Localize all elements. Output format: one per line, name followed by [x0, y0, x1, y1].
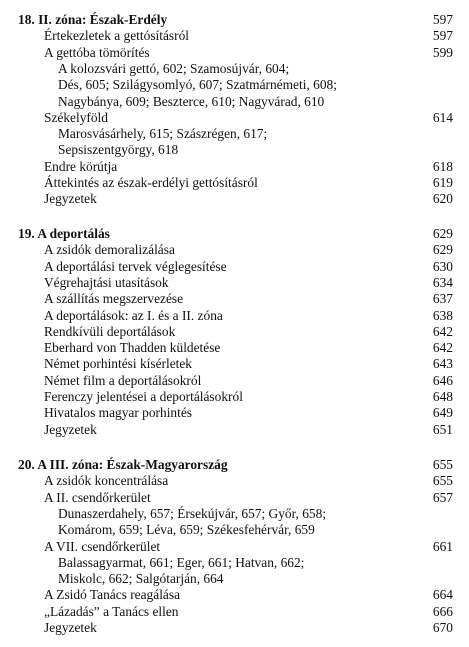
- entry-page-number: 661: [432, 538, 453, 554]
- entry-title: Dés, 605; Szilágysomlyó, 607; Szatmárnémeti, 608;: [58, 77, 337, 93]
- entry-page-number: 634: [432, 274, 453, 290]
- toc-entry: [0, 191, 469, 207]
- entry-title: Rendkívüli deportálások: [44, 323, 176, 339]
- entry-page-number: 637: [432, 291, 453, 307]
- entry-title: Végrehajtási utasítások: [44, 274, 169, 290]
- entry-title: „Lázadás” a Tanács ellen: [44, 603, 179, 619]
- entry-title: Hivatalos magyar porhintés: [44, 405, 193, 421]
- entry-title: A Zsidó Tanács reagálása: [44, 587, 181, 603]
- entry-page-number: 614: [432, 109, 453, 125]
- entry-page-number: 666: [432, 603, 453, 619]
- entry-page-number: 648: [432, 389, 453, 404]
- entry-page-number: 643: [432, 356, 453, 372]
- entry-title: Miskolc, 662; Salgótarján, 664: [58, 571, 224, 587]
- toc-entry: [0, 340, 469, 356]
- chapter-page-number: 597: [432, 12, 453, 27]
- entry-title: A deportálások: az I. és a II. zóna: [44, 307, 223, 323]
- chapter-page-number: 629: [432, 226, 453, 241]
- entry-title: A zsidók demoralizálása: [44, 242, 175, 258]
- toc-entry: [0, 405, 469, 421]
- entry-title: Nagybánya, 609; Beszterce, 610; Nagyvárad, 610: [58, 93, 325, 109]
- entry-title: Német film a deportálásokról: [44, 372, 202, 388]
- entry-title: Dunaszerdahely, 657; Érsekújvár, 657; Győr, 658;: [58, 505, 327, 521]
- entry-page-number: 630: [432, 258, 453, 274]
- toc-entry: [0, 242, 469, 258]
- toc-subentry: [0, 522, 469, 538]
- toc-subentry: [0, 142, 469, 158]
- toc-subentry: [0, 126, 469, 142]
- chapter-title: 20. A III. zóna: Észak-Magyarország: [18, 457, 228, 472]
- chapter-title: 19. A deportálás: [18, 226, 110, 241]
- entry-title: Ferenczy jelentései a deportálásokról: [44, 389, 243, 404]
- toc-entry: [0, 356, 469, 372]
- toc-entry: [0, 28, 469, 44]
- entry-page-number: 657: [432, 489, 453, 505]
- entry-title: Jegyzetek: [44, 421, 97, 437]
- entry-page-number: 629: [432, 242, 453, 258]
- entry-title: A VII. csendőrkerület: [44, 538, 161, 554]
- toc-entry: [0, 110, 469, 126]
- entry-title: Sepsiszentgyörgy, 618: [58, 142, 179, 158]
- entry-title: Német porhintési kísérletek: [44, 356, 192, 372]
- entry-title: Komárom, 659; Léva, 659; Székesfehérvár, 659: [58, 522, 315, 538]
- toc-subentry: [0, 77, 469, 93]
- entry-title: A II. csendőrkerület: [44, 489, 151, 505]
- toc-entry: [0, 159, 469, 175]
- entry-title: A kolozsvári gettó, 602; Szamosújvár, 604;: [58, 60, 290, 76]
- entry-title: Balassagyarmat, 661; Eger, 661; Hatvan, 662;: [58, 554, 305, 570]
- chapter-heading: [0, 457, 469, 473]
- entry-title: Eberhard von Thadden küldetése: [44, 340, 221, 356]
- entry-title: A gettóba tömörítés: [44, 44, 150, 60]
- entry-page-number: 638: [432, 307, 453, 323]
- entry-page-number: 670: [432, 620, 453, 635]
- toc-entry: [0, 45, 469, 61]
- entry-title: A deportálási tervek véglegesítése: [44, 258, 227, 274]
- entry-page-number: 618: [432, 158, 453, 174]
- toc-subentry: [0, 571, 469, 587]
- toc-entry: [0, 275, 469, 291]
- toc-entry: [0, 620, 469, 636]
- chapter-heading: [0, 226, 469, 242]
- toc-subentry: [0, 506, 469, 522]
- entry-title: Értekezletek a gettósításról: [44, 28, 190, 44]
- toc-entry: [0, 308, 469, 324]
- entry-title: Endre körútja: [44, 158, 118, 174]
- entry-title: Jegyzetek: [44, 620, 97, 635]
- chapter-heading: [0, 12, 469, 28]
- entry-title: Székelyföld: [44, 109, 108, 125]
- toc-entry: [0, 539, 469, 555]
- toc-entry: [0, 324, 469, 340]
- entry-page-number: 599: [432, 44, 453, 60]
- toc-subentry: [0, 555, 469, 571]
- entry-title: Áttekintés az észak-erdélyi gettósításról: [44, 175, 258, 190]
- entry-page-number: 620: [432, 191, 453, 207]
- entry-page-number: 655: [432, 473, 453, 489]
- entry-title: A zsidók koncentrálása: [44, 473, 169, 489]
- entry-page-number: 597: [432, 28, 453, 44]
- entry-page-number: 642: [432, 340, 453, 356]
- entry-page-number: 642: [432, 323, 453, 339]
- entry-page-number: 649: [432, 405, 453, 421]
- toc-entry: [0, 604, 469, 620]
- toc-entry: [0, 490, 469, 506]
- entry-title: A szállítás megszervezése: [44, 291, 184, 307]
- toc-entry: [0, 259, 469, 275]
- entry-page-number: 651: [432, 421, 453, 437]
- toc-subentry: [0, 94, 469, 110]
- toc-entry: [0, 587, 469, 603]
- chapter-page-number: 655: [432, 457, 453, 472]
- toc-entry: [0, 373, 469, 389]
- toc-subentry: [0, 61, 469, 77]
- toc-entry: [0, 389, 469, 405]
- toc-entry: [0, 422, 469, 438]
- entry-page-number: 619: [432, 175, 453, 190]
- toc-entry: [0, 291, 469, 307]
- entry-page-number: 646: [432, 372, 453, 388]
- entry-title: Jegyzetek: [44, 191, 97, 207]
- toc-entry: [0, 175, 469, 191]
- entry-page-number: 664: [432, 587, 453, 603]
- entry-title: Marosvásárhely, 615; Szászrégen, 617;: [58, 126, 268, 142]
- chapter-title: 18. II. zóna: Észak-Erdély: [18, 12, 168, 27]
- toc-entry: [0, 473, 469, 489]
